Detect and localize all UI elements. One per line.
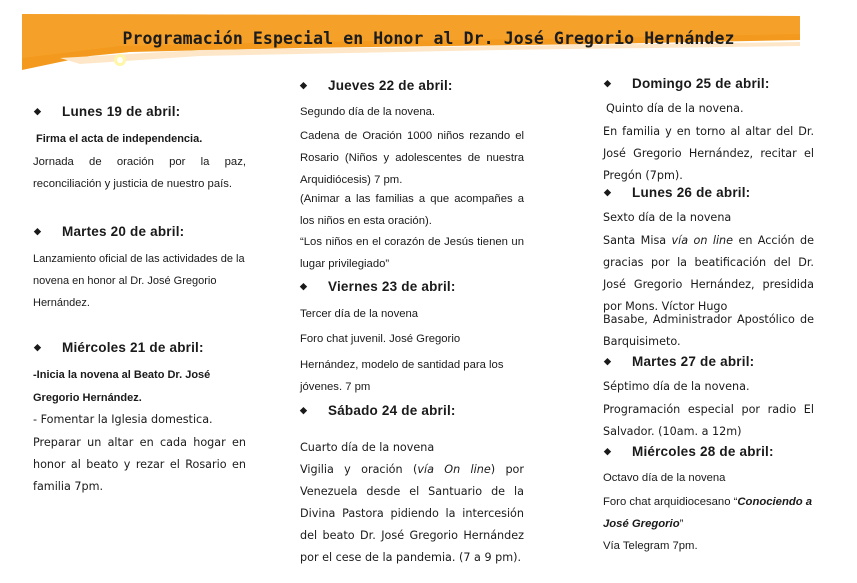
d21-p3: Preparar un altar en cada hogar en honor al beato y rezar el Rosario en familia 7pm. bbox=[33, 436, 246, 493]
d20-p1: Lanzamiento oficial de las actividades de la novena en honor al Dr. José Gregorio Hernández. bbox=[33, 253, 245, 309]
d23-p3: Hernández, modelo de santidad para los jóvenes. 7 pm bbox=[300, 359, 504, 393]
d23-p1: Tercer día de la novena bbox=[300, 308, 419, 320]
d26-p1: Sexto día de la novena bbox=[603, 211, 732, 224]
diamond-bullet-icon: ◆ bbox=[34, 106, 42, 116]
heading-martes-27: ◆ Martes 27 de abril: bbox=[604, 354, 755, 369]
d19-p2: Jornada de oración por la paz, reconciliación y justicia de nuestro país. bbox=[33, 156, 246, 190]
d24-p1: Cuarto día de la novena bbox=[300, 441, 435, 454]
d22-p1: Segundo día de la novena. bbox=[300, 106, 436, 118]
d28-p3: Vía Telegram 7pm. bbox=[603, 540, 698, 552]
heading-martes-20: ◆ Martes 20 de abril: bbox=[34, 224, 185, 239]
diamond-bullet-icon: ◆ bbox=[300, 80, 308, 90]
diamond-bullet-icon: ◆ bbox=[300, 281, 308, 291]
heading-miercoles-21: ◆ Miércoles 21 de abril: bbox=[34, 340, 204, 355]
heading-miercoles-28: ◆ Miércoles 28 de abril: bbox=[604, 444, 774, 459]
d28-p1: Octavo día de la novena bbox=[603, 472, 726, 484]
heading-lunes-26: ◆ Lunes 26 de abril: bbox=[604, 185, 751, 200]
d27-p1: Séptimo día de la novena. bbox=[603, 380, 750, 393]
d24-p2: Vigilia y oración (vía On line) por Venezuela desde el Santuario de la Divina Pastora pidiendo la intercesión del beato Dr. José Gregorio Hernández por el cese de la pandemia. (7 a 9 pm). bbox=[300, 463, 524, 564]
d25-p2: En familia y en torno al altar del Dr. José Gregorio Hernández, recitar el Pregón (7pm). bbox=[603, 125, 814, 182]
d22-p4: “Los niños en el corazón de Jesús tienen un lugar privilegiado” bbox=[300, 236, 524, 270]
diamond-bullet-icon: ◆ bbox=[604, 78, 612, 88]
page-title: Programación Especial en Honor al Dr. José Gregorio Hernández bbox=[122, 29, 735, 48]
d19-p1: Firma el acta de independencia. bbox=[36, 133, 203, 145]
diamond-bullet-icon: ◆ bbox=[604, 446, 612, 456]
d28-p2: Foro chat arquidiocesano “Conociendo a José Gregorio” bbox=[603, 496, 813, 530]
diamond-bullet-icon: ◆ bbox=[604, 187, 612, 197]
d21-p1: -Inicia la novena al Beato Dr. José Gregorio Hernández. bbox=[33, 369, 211, 404]
d23-p2: Foro chat juvenil. José Gregorio bbox=[300, 333, 461, 345]
diamond-bullet-icon: ◆ bbox=[34, 342, 42, 352]
diamond-bullet-icon: ◆ bbox=[34, 226, 42, 236]
heading-viernes-23: ◆ Viernes 23 de abril: bbox=[300, 279, 456, 294]
heading-lunes-19: ◆ Lunes 19 de abril: bbox=[34, 104, 181, 119]
d22-p2: Cadena de Oración 1000 niños rezando el Rosario (Niños y adolescentes de nuestra Arquidiócesis) 7 pm. bbox=[300, 130, 524, 186]
diamond-bullet-icon: ◆ bbox=[604, 356, 612, 366]
d21-p2: - Fomentar la Iglesia domestica. bbox=[33, 413, 213, 426]
d22-p3: (Animar a las familias a que acompañes a los niños en esta oración). bbox=[300, 193, 524, 227]
d25-p1: Quinto día de la novena. bbox=[606, 102, 744, 115]
diamond-bullet-icon: ◆ bbox=[300, 405, 308, 415]
heading-sabado-24: ◆ Sábado 24 de abril: bbox=[300, 403, 456, 418]
heading-domingo-25: ◆ Domingo 25 de abril: bbox=[604, 76, 770, 91]
heading-jueves-22: ◆ Jueves 22 de abril: bbox=[300, 78, 453, 93]
d27-p2: Programación especial por radio El Salvador. (10am. a 12m) bbox=[603, 403, 814, 438]
d26-p2: Santa Misa vía on line en Acción de gracias por la beatificación del Dr. José Gregorio Hernández, presidida por Mons. Víctor Hugo bbox=[603, 234, 814, 313]
d26-p3: Basabe, Administrador Apostólico de Barquisimeto. bbox=[603, 313, 814, 348]
